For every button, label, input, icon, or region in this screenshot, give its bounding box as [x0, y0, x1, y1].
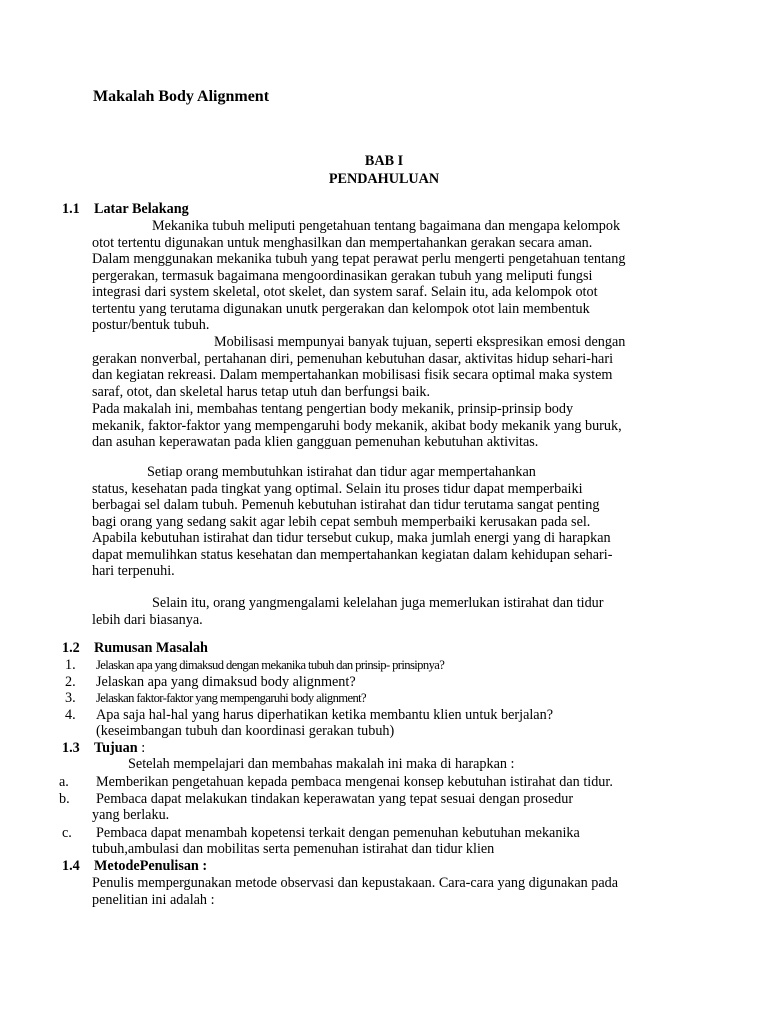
list-marker: 4.	[65, 707, 76, 723]
section-title: Tujuan	[94, 740, 138, 756]
section-title: Latar Belakang	[94, 201, 189, 217]
text-line: integrasi dari system skeletal, otot skelet, dan system saraf. Selain itu, ada kelompok otot	[92, 284, 598, 300]
list-item-text: Pembaca dapat menambah kopetensi terkait dengan pemenuhan kebutuhan mekanika	[96, 825, 580, 841]
text-line: berbagai sel dalam tubuh. Pemenuh kebutuhan istirahat dan tidur terutama sangat penting	[92, 497, 600, 513]
text-line: dan kegiatan rekreasi. Dalam mempertahankan mobilisasi fisik secara optimal maka system	[92, 367, 613, 383]
text-line: penelitian ini adalah :	[92, 891, 215, 908]
section-number: 1.3	[62, 740, 80, 756]
chapter-number: BAB I	[364, 153, 404, 169]
paragraph-latar-3	[92, 401, 692, 451]
list-item-text: Apa saja hal-hal yang harus diperhatikan ketika membantu klien untuk berjalan?	[96, 707, 553, 723]
paragraph-metode	[92, 875, 692, 908]
text-line: otot tertentu digunakan untuk menghasilkan dan mempertahankan gerakan secara aman.	[92, 234, 593, 251]
list-item	[65, 707, 705, 724]
text-line: Selain itu, orang yangmengalami kelelahan juga memerlukan istirahat dan tidur	[152, 595, 604, 611]
list-item-text: Pembaca dapat melakukan tindakan keperawatan yang tepat sesuai dengan prosedur	[96, 791, 574, 807]
text-line: pergerakan, termasuk bagaimana mengoordinasikan gerakan tubuh yang meliputi fungsi	[92, 267, 593, 284]
document-title: Makalah Body Alignment	[93, 88, 270, 105]
list-item	[62, 825, 702, 842]
section-title: MetodePenulisan :	[94, 858, 208, 874]
text-line: bagi orang yang sedang sakit agar lebih cepat sembuh memperbaiki kerusakan pada sel.	[92, 513, 591, 530]
section-1-3-heading	[62, 740, 145, 757]
text-line: Apabila kebutuhan istirahat dan tidur tersebut cukup, maka jumlah energi yang di harapkan	[92, 530, 611, 546]
tujuan-intro: Setelah mempelajari dan membahas makalah ini maka di harapkan :	[128, 756, 515, 772]
chapter-title: PENDAHULUAN	[328, 171, 440, 187]
text-line: saraf, otot, dan skeletal harus tetap utuh dan berfungsi baik.	[92, 383, 431, 400]
section-number: 1.2	[62, 640, 80, 656]
section-1-1-heading	[62, 201, 189, 218]
text-line: Penulis mempergunakan metode observasi dan kepustakaan. Cara-cara yang digunakan pada	[92, 875, 619, 891]
text-line: Mekanika tubuh meliputi pengetahuan tentang bagaimana dan mengapa kelompok	[152, 218, 621, 234]
paragraph-latar-2	[92, 334, 692, 400]
list-item-continuation: (keseimbangan tubuh dan koordinasi gerakan tubuh)	[96, 723, 395, 739]
paragraph-latar-5	[92, 595, 692, 628]
section-title: Rumusan Masalah	[94, 640, 208, 656]
list-item	[59, 774, 699, 791]
paragraph-latar-1	[92, 218, 692, 334]
list-item	[65, 657, 705, 674]
text-line: mekanik, faktor-faktor yang mempengaruhi body mekanik, akibat body mekanik yang buruk,	[92, 417, 622, 434]
list-marker: 3.	[65, 690, 76, 706]
list-marker: c.	[62, 825, 72, 841]
section-colon: :	[137, 740, 146, 756]
text-line: tertentu yang terutama digunakan unutk pergerakan dan kelompok otot lain membentuk	[92, 300, 590, 317]
text-line: dapat memulihkan status kesehatan dan mempertahankan kegiatan dalam kehidupan sehari-	[92, 546, 613, 563]
list-item-text: Memberikan pengetahuan kepada pembaca mengenai konsep kebutuhan istirahat dan tidur.	[96, 774, 613, 790]
text-line: Dalam menggunakan mekanika tubuh yang tepat perawat perlu mengerti pengetahuan tentang	[92, 251, 626, 267]
paragraph-latar-4	[92, 464, 692, 580]
section-1-2-heading	[62, 640, 208, 657]
list-item	[65, 690, 705, 707]
list-item	[65, 674, 705, 691]
text-line: hari terpenuhi.	[92, 563, 175, 579]
text-line: Setiap orang membutuhkan istirahat dan tidur agar mempertahankan	[147, 464, 536, 480]
text-line: postur/bentuk tubuh.	[92, 317, 210, 333]
list-item-text: Jelaskan faktor-faktor yang mempengaruhi body alignment?	[96, 691, 367, 705]
text-line: dan asuhan keperawatan pada klien gangguan pemenuhan kebutuhan aktivitas.	[92, 434, 539, 450]
list-item	[59, 791, 699, 808]
list-marker: 1.	[65, 657, 76, 673]
list-item-text: Jelaskan apa yang dimaksud body alignment?	[96, 674, 356, 690]
text-line: lebih dari biasanya.	[92, 611, 203, 628]
list-item-continuation: yang berlaku.	[92, 807, 170, 823]
section-number: 1.1	[62, 201, 80, 217]
text-line: status, kesehatan pada tingkat yang optimal. Selain itu proses tidur dapat memperbaiki	[92, 480, 583, 497]
list-marker: 2.	[65, 674, 76, 690]
text-line: gerakan nonverbal, pertahanan diri, pemenuhan kebutuhan dasar, aktivitas hidup sehari-hari	[92, 350, 614, 367]
list-marker: a.	[59, 774, 69, 790]
text-line: Mobilisasi mempunyai banyak tujuan, seperti ekspresikan emosi dengan	[214, 334, 626, 350]
list-item-continuation: tubuh,ambulasi dan mobilitas serta pemenuhan istirahat dan tidur klien	[92, 841, 495, 857]
section-1-4-heading	[62, 858, 207, 875]
list-marker: b.	[59, 791, 70, 807]
text-line: Pada makalah ini, membahas tentang pengertian body mekanik, prinsip-prinsip body	[92, 401, 574, 417]
section-number: 1.4	[62, 858, 80, 874]
list-item-text: Jelaskan apa yang dimaksud dengan mekanika tubuh dan prinsip- prinsipnya?	[96, 658, 445, 672]
